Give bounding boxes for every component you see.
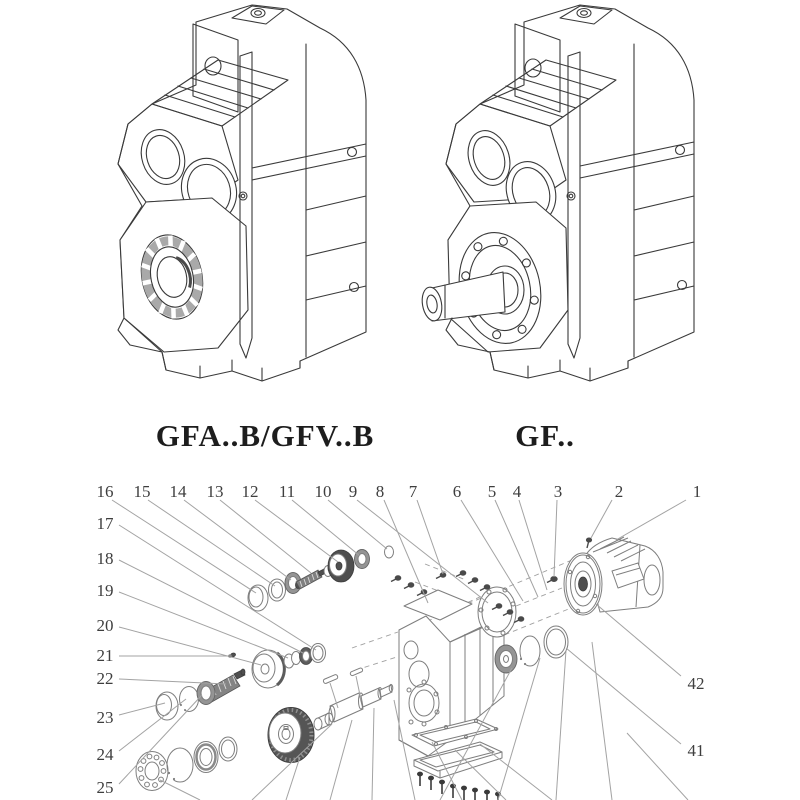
callout-number-42: 42 bbox=[687, 674, 705, 693]
part-output-gear bbox=[268, 708, 314, 763]
part-input-oil-seal bbox=[269, 579, 286, 601]
part-motor-side-bearing bbox=[495, 645, 517, 673]
part-intermediate-bearing bbox=[197, 682, 215, 705]
part-input-bearing-right bbox=[355, 550, 370, 569]
callout-number-1: 1 bbox=[692, 482, 702, 501]
callout-number-14: 14 bbox=[169, 482, 187, 501]
callout-number-22: 22 bbox=[96, 669, 114, 688]
callout-number-20: 20 bbox=[96, 616, 114, 635]
caption-left-model: GFA..B/GFV..B bbox=[155, 418, 375, 453]
callout-number-13: 13 bbox=[206, 482, 224, 501]
callout-number-21: 21 bbox=[96, 646, 114, 665]
part-intermediate-ring bbox=[311, 644, 326, 663]
callout-number-17: 17 bbox=[96, 514, 114, 533]
part-output-oil-seal bbox=[194, 742, 218, 773]
part-intermediate-end-cap bbox=[156, 692, 178, 720]
callout-number-8: 8 bbox=[375, 482, 385, 501]
callout-number-7: 7 bbox=[408, 482, 418, 501]
callout-number-5: 5 bbox=[487, 482, 497, 501]
callout-number-16: 16 bbox=[96, 482, 114, 501]
callout-number-4: 4 bbox=[512, 482, 522, 501]
callout-number-18: 18 bbox=[96, 549, 114, 568]
callout-number-2: 2 bbox=[614, 482, 624, 501]
callout-number-41: 41 bbox=[687, 741, 705, 760]
callout-number-25: 25 bbox=[96, 778, 114, 797]
part-input-end-cap bbox=[248, 585, 268, 611]
caption-right-model: GF.. bbox=[515, 418, 575, 453]
callout-number-24: 24 bbox=[96, 745, 114, 764]
callout-number-19: 19 bbox=[96, 581, 114, 600]
callout-number-12: 12 bbox=[241, 482, 259, 501]
part-input-gear bbox=[328, 550, 354, 582]
callout-number-10: 10 bbox=[314, 482, 332, 501]
callout-number-23: 23 bbox=[96, 708, 114, 727]
callout-number-11: 11 bbox=[278, 482, 296, 501]
callout-number-3: 3 bbox=[553, 482, 563, 501]
part-output-ball-bearing bbox=[136, 752, 168, 791]
callout-arrow-dot-21 bbox=[228, 654, 232, 658]
callout-number-6: 6 bbox=[452, 482, 462, 501]
callout-number-15: 15 bbox=[133, 482, 151, 501]
part-output-washer bbox=[219, 737, 237, 761]
callout-number-9: 9 bbox=[348, 482, 358, 501]
part-intermediate-gear bbox=[252, 650, 284, 688]
